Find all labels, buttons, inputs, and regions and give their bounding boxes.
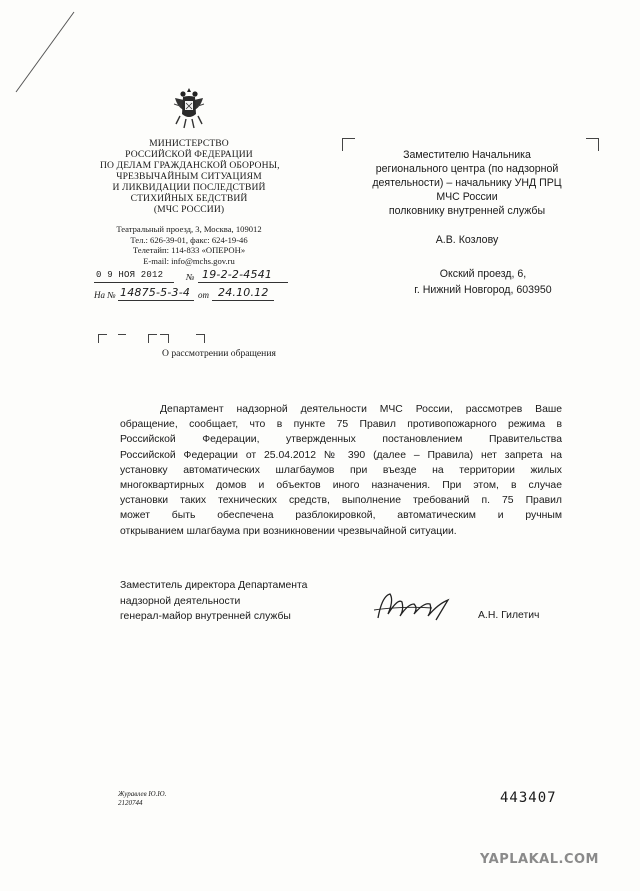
date-field [94, 270, 174, 283]
registration-date: 0 9 НОЯ 2012 [96, 270, 164, 280]
contact-line: Тел.: 626-39-01, факс: 624-19-46 [130, 234, 248, 245]
outgoing-registration [94, 270, 314, 286]
letter-body [120, 402, 562, 539]
org-line: ЧРЕЗВЫЧАЙНЫМ СИТУАЦИЯМ [116, 171, 262, 182]
executor-info [118, 790, 166, 808]
ref-number-field [118, 288, 194, 301]
contact-line: E-mail: info@mchs.gov.ru [143, 255, 235, 266]
form-serial-number: 443407 [500, 790, 557, 806]
addressee-line: МЧС России [436, 191, 498, 203]
executor-name: Журавлев Ю.Ю. [118, 790, 167, 798]
org-line: И ЛИКВИДАЦИИ ПОСЛЕДСТВИЙ [112, 182, 266, 193]
corner-mark [118, 334, 126, 343]
title-line: надзорной деятельности [120, 595, 241, 607]
reference-registration [94, 288, 314, 304]
ref-date-field [212, 288, 274, 301]
addressee-address [368, 266, 598, 298]
coat-of-arms-icon [172, 86, 206, 130]
org-line: МИНИСТЕРСТВО [149, 138, 229, 149]
organization-name [100, 138, 278, 215]
corner-mark [196, 334, 205, 343]
addressee-name: А.В. Козлову [435, 234, 499, 246]
org-line: (МЧС РОССИИ) [153, 204, 225, 215]
body-line: установку автоматических шлагбаумов при въезде на территории жилых [120, 464, 562, 476]
reference-date: 24.10.12 [218, 286, 269, 299]
corner-mark [98, 334, 107, 343]
signature-title [120, 578, 307, 625]
address-line: г. Нижний Новгород, 603950 [414, 284, 552, 296]
addressee-line: деятельности) – начальнику УНД ПРЦ [372, 177, 562, 189]
body-line: обращение, сообщает, что в пункте 75 Правил противопожарного режима в [120, 419, 562, 431]
body-line: Департамент надзорной деятельности МЧС России, рассмотрев Ваше [160, 404, 562, 415]
corner-mark [148, 334, 157, 343]
org-line: ПО ДЕЛАМ ГРАЖДАНСКОЙ ОБОРОНЫ, [100, 160, 280, 171]
corner-mark [586, 138, 599, 151]
body-line: установки таких технических средств, выполнение требований п. 75 Правил [120, 495, 562, 507]
address-line: Окский проезд, 6, [439, 268, 527, 280]
number-field [198, 270, 288, 283]
corner-mark [160, 334, 169, 343]
body-line: открыванием шлагбаума при возникновении чрезвычайной ситуации. [120, 525, 457, 537]
addressee-line: Заместителю Начальника [403, 149, 531, 161]
pen-stroke [14, 10, 76, 94]
org-line: РОССИЙСКОЙ ФЕДЕРАЦИИ [125, 149, 253, 160]
org-line: СТИХИЙНЫХ БЕДСТВИЙ [130, 193, 248, 204]
letter-subject: О рассмотрении обращения [162, 348, 276, 359]
body-line: может быть обеспечена разблокировкой, автоматическим и ручным [120, 510, 562, 522]
handwritten-signature [372, 590, 460, 624]
reference-number: 14875-5-3-4 [120, 286, 191, 299]
contact-line: Театральный проезд, 3, Москва, 109012 [116, 224, 262, 234]
number-label: № [186, 272, 195, 282]
registration-number: 19-2-2-4541 [202, 268, 273, 281]
title-line: Заместитель директора Департамента [120, 580, 308, 591]
body-line: Российской Федерации от 25.04.2012 № 390 (далее – Правила) нет запрета на [120, 449, 562, 461]
organization-contacts [100, 224, 278, 266]
body-line: многоквартирных домов и объектов иного назначения. При этом, в случае [120, 480, 562, 492]
addressee-line: полковнику внутренней службы [388, 205, 546, 217]
ref-from-label: от [198, 290, 209, 300]
contact-line: Телетайп: 114-833 «ОПЕРОН» [132, 245, 246, 256]
title-line: генерал-майор внутренней службы [120, 611, 291, 622]
body-line: Российской Федерации, утвержденных постановлением Правительства [120, 434, 562, 446]
addressee [352, 148, 582, 218]
signer-name: А.Н. Гилетич [478, 610, 540, 621]
site-watermark: YAPLAKAL.COM [480, 852, 599, 867]
executor-phone: 2120744 [118, 799, 143, 807]
addressee-line: регионального центра (по надзорной [375, 163, 559, 175]
ref-label: На № [94, 290, 116, 300]
